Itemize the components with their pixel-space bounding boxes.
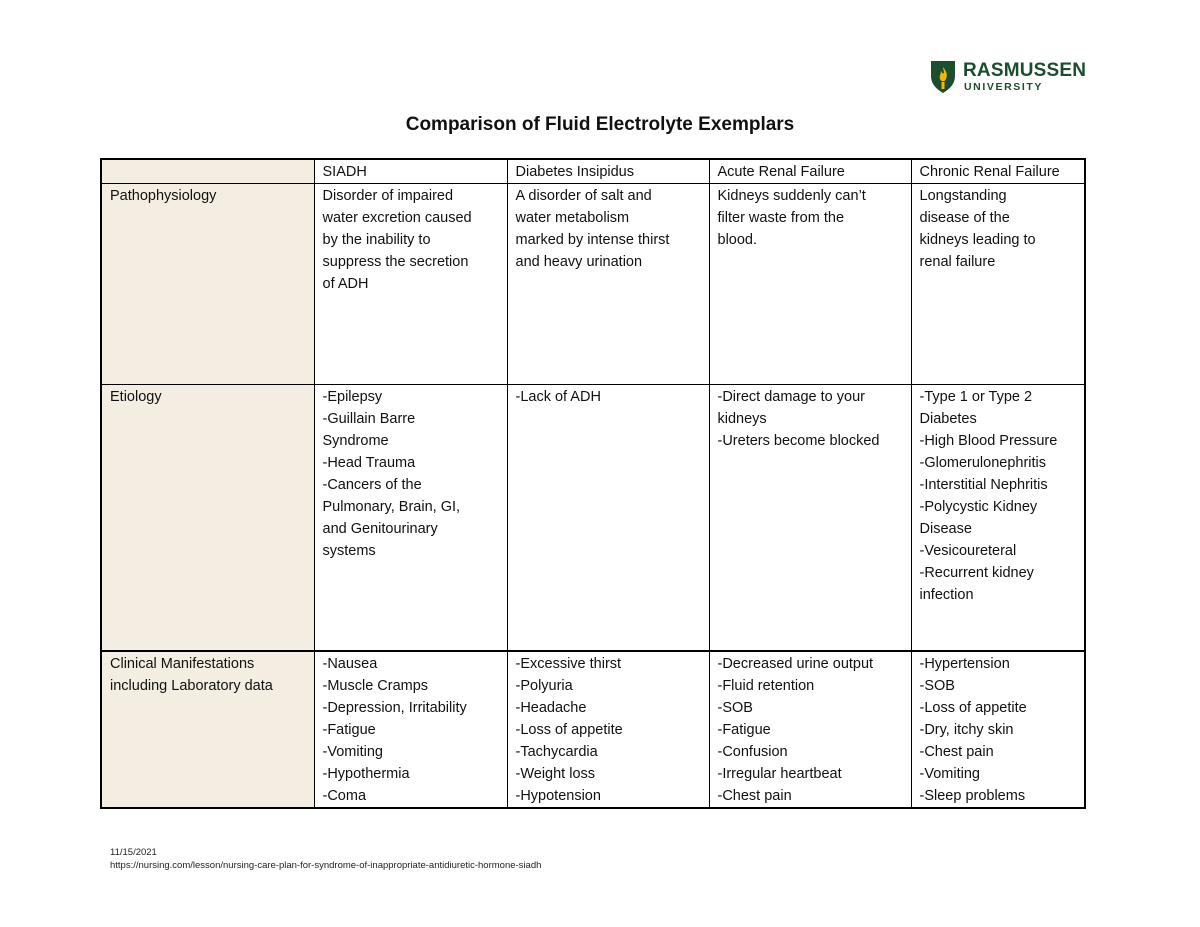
cell-line: -Loss of appetite [919,699,1027,716]
cell-line: -Glomerulonephritis [919,455,1047,471]
cell-line: -Fatigue [717,721,771,738]
cell-line: -Loss of appetite [515,721,623,738]
cell-line: -Weight loss [515,765,596,782]
cell-line: -Polyuria [515,677,573,694]
cell-line: -Muscle Cramps [322,677,429,694]
cell-pathophysiology-chronic-renal-failure [911,184,1085,385]
cell-line: Disease [919,521,972,537]
cell-line: -Chest pain [717,787,792,804]
cell-line: -Nausea [322,655,378,672]
cell-line: -Guillain Barre [322,411,416,427]
cell-line: -Epilepsy [322,389,383,405]
cell-line: -Confusion [717,743,788,760]
cell-line: systems [322,543,376,559]
cell-line: -Decreased urine output [717,655,874,672]
cell-etiology-diabetes-insipidus [507,385,709,651]
cell-line: -Hypotension [515,787,601,804]
cell-line: -Coma [322,787,367,804]
cell-line: -Ureters become blocked [717,433,880,449]
cell-line: -Vomiting [919,765,980,782]
cell-line: blood. [717,232,758,248]
cell-line: and heavy urination [515,254,643,270]
table-header-row [101,159,1085,184]
cell-line: by the inability to [322,232,431,248]
cell-line: -Type 1 or Type 2 [919,389,1033,405]
cell-line: -High Blood Pressure [919,433,1058,449]
cell-line: -Interstitial Nephritis [919,477,1048,493]
cell-line: Clinical Manifestations [110,655,255,672]
header-cell-acute-renal-failure: Acute Renal Failure [709,159,911,184]
cell-line: -Fatigue [322,721,376,738]
cell-clinical-chronic-renal-failure [911,651,1085,808]
cell-line: A disorder of salt and [515,188,652,204]
cell-line: -Head Trauma [322,455,416,471]
row-label-etiology: Etiology [101,385,314,651]
header-cell-siadh: SIADH [314,159,507,184]
cell-line: kidneys [717,411,767,427]
cell-line: suppress the secretion [322,254,469,270]
cell-line: disease of the [919,210,1010,226]
rasmussen-logo [928,58,1093,96]
cell-line: marked by intense thirst [515,232,670,248]
cell-line: -Irregular heartbeat [717,765,842,782]
footer-source-url: https://nursing.com/lesson/nursing-care-plan-for-syndrome-of-inappropriate-antidiuretic-hormone-siadh [110,860,542,871]
cell-line: water excretion caused [322,210,472,226]
cell-clinical-acute-renal-failure [709,651,911,808]
cell-pathophysiology-acute-renal-failure [709,184,911,385]
cell-line: Syndrome [322,433,389,449]
cell-line: -Dry, itchy skin [919,721,1014,738]
cell-pathophysiology-siadh [314,184,507,385]
cell-line: -Lack of ADH [515,389,601,405]
cell-clinical-diabetes-insipidus [507,651,709,808]
cell-line: filter waste from the [717,210,845,226]
cell-line: -Excessive thirst [515,655,622,672]
cell-line: -Hypertension [919,655,1010,672]
cell-line: -Depression, Irritability [322,699,467,716]
cell-line: -SOB [919,677,955,694]
cell-clinical-siadh [314,651,507,808]
cell-line: -Tachycardia [515,743,598,760]
cell-line: -Vesicoureteral [919,543,1017,559]
cell-line: water metabolism [515,210,630,226]
cell-pathophysiology-diabetes-insipidus [507,184,709,385]
cell-etiology-acute-renal-failure [709,385,911,651]
table-row-clinical-manifestations [101,651,1085,808]
cell-line: -Headache [515,699,587,716]
table-row-etiology [101,385,1085,651]
logo-subtitle: UNIVERSITY [964,81,1044,93]
cell-line: -Recurrent kidney [919,565,1034,581]
cell-etiology-chronic-renal-failure [911,385,1085,651]
cell-line: -Chest pain [919,743,994,760]
header-cell-diabetes-insipidus: Diabetes Insipidus [507,159,709,184]
cell-line: infection [919,587,974,603]
table-row-pathophysiology [101,184,1085,385]
cell-line: Longstanding [919,188,1007,204]
cell-line: of ADH [322,276,369,292]
cell-line: Kidneys suddenly can’t [717,188,866,204]
cell-line: and Genitourinary [322,521,438,537]
cell-line: -Cancers of the [322,477,422,493]
cell-line: -Fluid retention [717,677,815,694]
cell-line: -Polycystic Kidney [919,499,1038,515]
cell-line: Pulmonary, Brain, GI, [322,499,461,515]
cell-line: -SOB [717,699,753,716]
shield-flame-icon [928,58,958,94]
cell-line: Disorder of impaired [322,188,454,204]
cell-etiology-siadh [314,385,507,651]
cell-line: renal failure [919,254,996,270]
page-footer [110,846,541,872]
logo-wordmark: RASMUSSEN [963,60,1087,81]
cell-line: Diabetes [919,411,977,427]
footer-date: 11/15/2021 [110,847,157,858]
page-title: Comparison of Fluid Electrolyte Exemplars [405,114,795,135]
cell-line: kidneys leading to [919,232,1036,248]
cell-line: -Direct damage to your [717,389,865,405]
cell-line: including Laboratory data [110,677,273,694]
row-label-clinical-manifestations [101,651,314,808]
comparison-table [100,158,1086,809]
cell-line: -Sleep problems [919,787,1026,804]
header-cell-empty [101,159,314,184]
cell-line: -Hypothermia [322,765,410,782]
cell-line: -Vomiting [322,743,383,760]
row-label-pathophysiology: Pathophysiology [101,184,314,385]
header-cell-chronic-renal-failure: Chronic Renal Failure [911,159,1085,184]
